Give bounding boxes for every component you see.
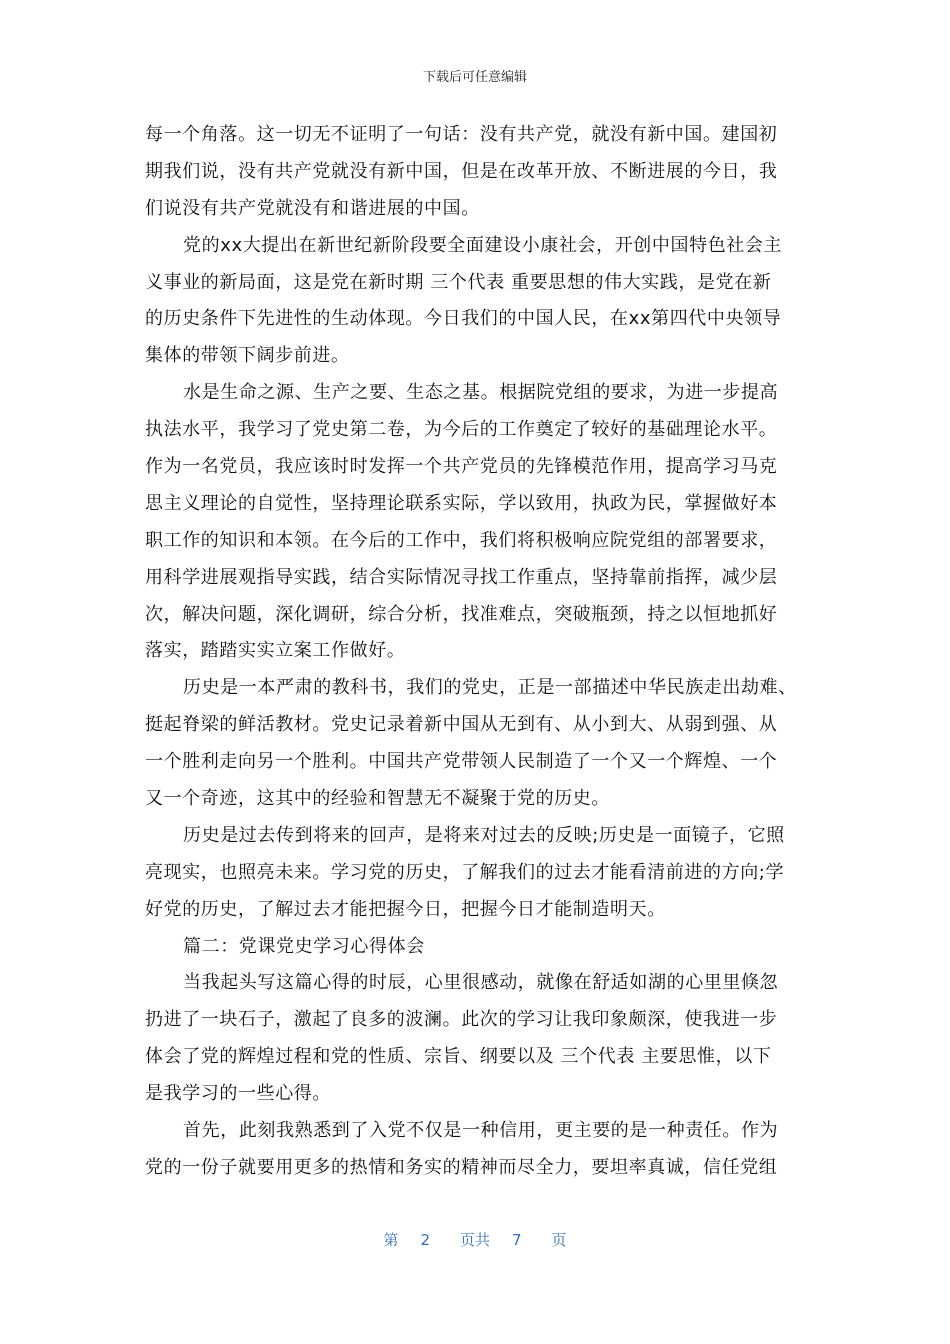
text-line: 历史是一本严肃的教科书，我们的党史，正是一部描述中华民族走出劫难、 — [183, 677, 797, 699]
header-text: 下载后可任意编辑 — [422, 70, 527, 85]
text-line: 的历史条件下先进性的生动体现。今日我们的中国人民，在xx第四代中央领导 — [145, 308, 782, 330]
text-line: 集体的带领下阔步前进。 — [145, 345, 350, 367]
text-line: 每一个角落。这一切无不证明了一句话：没有共产党，就没有新中国。建国初 — [145, 124, 778, 145]
text-line: 首先，此刻我熟悉到了入党不仅是一种信用，更主要的是一种责任。作为 — [183, 1120, 779, 1142]
text-line: 落实，踏踏实实立案工作做好。 — [145, 640, 406, 662]
text-line: 篇二：党课党史学习心得体会 — [183, 935, 425, 957]
footer-middle: 页共 — [459, 1231, 490, 1249]
text-line: 次，解决问题，深化调研，综合分析，找准难点，突破瓶颈，持之以恒地抓好 — [145, 603, 778, 625]
text-line: 作为一名党员，我应该时时发挥一个共产党员的先锋模范作用，提高学习马克 — [145, 456, 778, 478]
text-line: 水是生命之源、生产之要、生态之基。根据院党组的要求，为进一步提高 — [183, 382, 779, 404]
text-line: 一个胜利走向另一个胜利。中国共产党带领人民制造了一个又一个辉煌、一个 — [145, 751, 778, 773]
text-line: 党的一份子就要用更多的热情和务实的精神而尽全力，要坦率真诚，信任党组 — [145, 1156, 778, 1178]
page-header — [0, 66, 950, 85]
footer-suffix: 页 — [551, 1231, 567, 1249]
text-line: 党的xx大提出在新世纪新阶段要全面建设小康社会，开创中国特色社会主 — [183, 234, 783, 256]
text-line: 好党的历史，了解过去才能把握今日，把握今日才能制造明天。 — [145, 898, 666, 920]
footer-prefix: 第 — [383, 1231, 399, 1249]
text-line: 当我起头写这篇心得的时辰，心里很感动，就像在舒适如湖的心里里倏忽 — [183, 972, 779, 994]
text-line: 们说没有共产党就没有和谐进展的中国。 — [145, 197, 480, 219]
footer-page-number: 2 — [420, 1231, 430, 1249]
text-line: 体会了党的辉煌过程和党的性质、宗旨、纲要以及 三个代表 主要思惟，以下 — [145, 1046, 772, 1068]
text-line: 执法水平，我学习了党史第二卷，为今后的工作奠定了较好的基础理论水平。 — [145, 419, 778, 441]
text-line: 是我学习的一些心得。 — [145, 1083, 331, 1105]
text-line: 义事业的新局面，这是党在新时期 三个代表 重要思想的伟大实践，是党在新 — [145, 271, 772, 293]
text-line: 又一个奇迹，这其中的经验和智慧无不凝聚于党的历史。 — [145, 788, 610, 810]
page-footer — [0, 1229, 950, 1250]
text-line: 期我们说，没有共产党就没有新中国，但是在改革开放、不断进展的今日，我 — [145, 160, 778, 182]
text-line: 历史是过去传到将来的回声，是将来对过去的反映;历史是一面镜子，它照 — [183, 824, 785, 846]
text-line: 思主义理论的自觉性，坚持理论联系实际，学以致用，执政为民，掌握做好本 — [145, 492, 778, 514]
text-line: 挺起脊梁的鲜活教材。党史记录着新中国从无到有、从小到大、从弱到强、从 — [145, 714, 778, 736]
text-line: 亮现实，也照亮未来。学习党的历史，了解我们的过去才能看清前进的方向;学 — [145, 861, 785, 883]
text-line: 扔进了一块石子，激起了良多的波澜。此次的学习让我印象颇深，使我进一步 — [145, 1009, 778, 1031]
text-line: 职工作的知识和本领。在今后的工作中，我们将积极响应院党组的部署要求， — [145, 529, 778, 551]
document-body — [145, 117, 805, 1187]
text-line: 用科学进展观指导实践，结合实际情况寻找工作重点，坚持靠前指挥，减少层 — [145, 566, 778, 588]
footer-total-pages: 7 — [512, 1231, 522, 1249]
